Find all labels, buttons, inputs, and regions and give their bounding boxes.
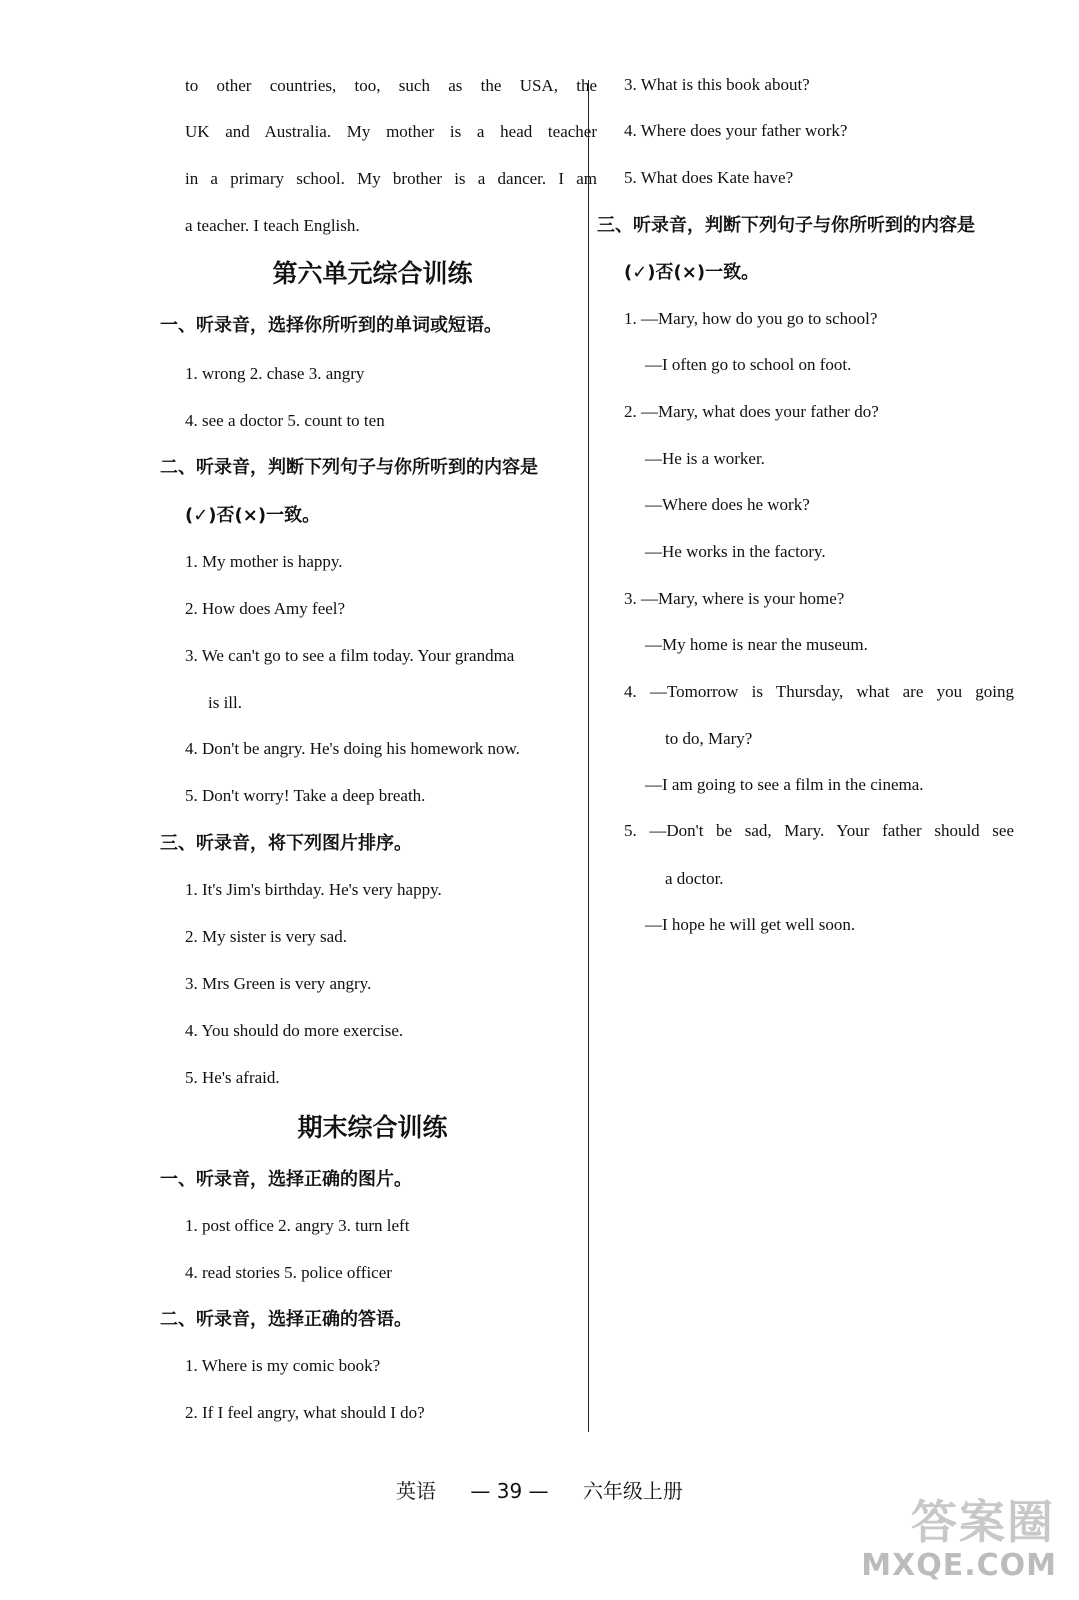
dialogue-line: 4. —Tomorrow is Thursday, what are you going (624, 682, 1014, 701)
question-heading: 三、听录音，判断下列句子与你所听到的内容是 (597, 215, 975, 236)
watermark-bottom: MXQE.COM (861, 1548, 1057, 1583)
answer-line: is ill. (208, 693, 243, 712)
question-heading: 一、听录音，选择你所听到的单词或短语。 (160, 315, 502, 336)
page-number: — 39 — (470, 1479, 549, 1503)
dialogue-line: —He works in the factory. (645, 542, 826, 561)
section-title: 第六单元综合训练 (272, 259, 473, 288)
dialogue-line: 3. —Mary, where is your home? (624, 589, 845, 608)
footer-grade: 六年级上册 (582, 1479, 683, 1503)
answer-line: 5. Don't worry! Take a deep breath. (185, 786, 426, 805)
column-divider (588, 80, 589, 1432)
dialogue-line: a doctor. (665, 869, 724, 888)
intro-line: UK and Australia. My mother is a head teacher (185, 122, 597, 141)
answer-line: 4. read stories 5. police officer (185, 1263, 392, 1282)
answer-line: 4. see a doctor 5. count to ten (185, 411, 385, 430)
answer-line: 3. What is this book about? (624, 75, 810, 94)
dialogue-line: 5. —Don't be sad, Mary. Your father should see (624, 821, 1014, 840)
footer-subject: 英语 (396, 1479, 437, 1503)
answer-line: 3. Mrs Green is very angry. (185, 974, 372, 993)
answer-line: 4. Where does your father work? (624, 121, 848, 140)
answer-line: 3. We can't go to see a film today. Your grandma (185, 646, 515, 665)
question-heading: (✓)否(×)一致。 (624, 262, 760, 283)
dialogue-line: 2. —Mary, what does your father do? (624, 402, 879, 421)
watermark-top: 答案圈 (911, 1495, 1055, 1549)
answer-line: 2. If I feel angry, what should I do? (185, 1403, 425, 1422)
answer-line: 1. Where is my comic book? (185, 1356, 381, 1375)
question-heading: 二、听录音，判断下列句子与你所听到的内容是 (160, 457, 538, 478)
section-title: 期末综合训练 (297, 1113, 448, 1142)
answer-line: 1. It's Jim's birthday. He's very happy. (185, 880, 442, 899)
answer-line: 1. post office 2. angry 3. turn left (185, 1216, 410, 1235)
answer-line: 2. My sister is very sad. (185, 927, 347, 946)
dialogue-line: —He is a worker. (645, 449, 765, 468)
answer-line: 5. What does Kate have? (624, 168, 794, 187)
question-heading: 一、听录音，选择正确的图片。 (160, 1169, 412, 1190)
question-heading: 三、听录音，将下列图片排序。 (160, 833, 412, 854)
intro-line: in a primary school. My brother is a dancer. I am (185, 169, 597, 188)
dialogue-line: —I am going to see a film in the cinema. (645, 775, 924, 794)
question-heading: 二、听录音，选择正确的答语。 (160, 1309, 412, 1330)
dialogue-line: —My home is near the museum. (645, 635, 868, 654)
answer-line: 1. My mother is happy. (185, 552, 343, 571)
dialogue-line: —I hope he will get well soon. (645, 915, 856, 934)
answer-line: 1. wrong 2. chase 3. angry (185, 364, 365, 383)
question-heading: (✓)否(×)一致。 (185, 505, 321, 526)
dialogue-line: 1. —Mary, how do you go to school? (624, 309, 878, 328)
answer-line: 4. You should do more exercise. (185, 1021, 404, 1040)
dialogue-line: to do, Mary? (665, 729, 753, 748)
dialogue-line: —Where does he work? (645, 495, 810, 514)
intro-line: to other countries, too, such as the USA, the (185, 76, 597, 95)
watermark-logo (861, 1486, 1065, 1596)
dialogue-line: —I often go to school on foot. (645, 355, 852, 374)
answer-line: 4. Don't be angry. He's doing his homework now. (185, 739, 520, 758)
answer-line: 2. How does Amy feel? (185, 599, 346, 618)
answer-line: 5. He's afraid. (185, 1068, 280, 1087)
intro-line: a teacher. I teach English. (185, 216, 360, 235)
